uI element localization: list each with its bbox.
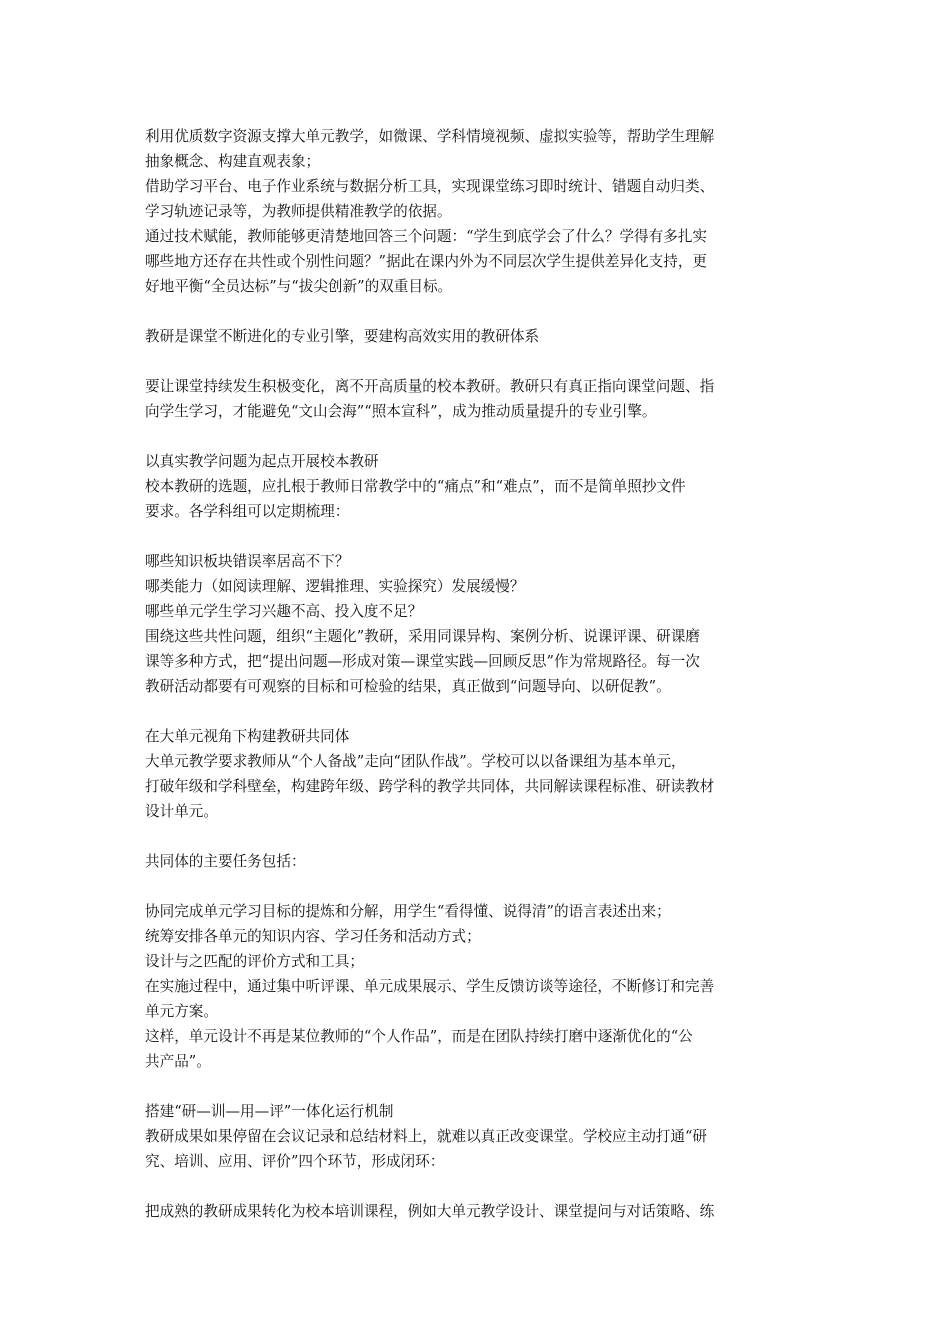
- text-line: 共同体的主要任务包括：: [145, 853, 306, 870]
- section-heading: 教研是课堂不断进化的专业引擎，要建构高效实用的教研体系: [145, 328, 540, 345]
- list-item: 设计与之匹配的评价方式和工具；: [145, 953, 364, 970]
- list-item: 在实施过程中，通过集中听评课、单元成果展示、学生反馈访谈等途径，不断修订和完善: [145, 978, 715, 995]
- paragraph-gap: [145, 1174, 813, 1199]
- text-line: 设计单元。: [145, 803, 218, 820]
- paragraph-gap: [145, 874, 813, 899]
- text-line: 单元方案。: [145, 1003, 218, 1020]
- text-line: 要让课堂持续发生积极变化，离不开高质量的校本教研。教研只有真正指向课堂问题、指: [145, 378, 715, 395]
- text-line: 哪些地方还存在共性或个别性问题？”据此在课内外为不同层次学生提供差异化支持，更: [145, 253, 708, 270]
- text-line: 利用优质数字资源支撑大单元教学，如微课、学科情境视频、虚拟实验等，帮助学生理解: [145, 128, 715, 145]
- text-line: 通过技术赋能，教师能够更清楚地回答三个问题：“学生到底学会了什么？学得有多扎实: [145, 228, 708, 245]
- list-item: 统筹安排各单元的知识内容、学习任务和活动方式；: [145, 928, 481, 945]
- list-item: 哪类能力（如阅读理解、逻辑推理、实验探究）发展缓慢？: [145, 578, 525, 595]
- text-line: 课等多种方式，把“提出问题—形成对策—课堂实践—回顾反思”作为常规路径。每一次: [145, 653, 700, 670]
- text-line: 大单元教学要求教师从“个人备战”走向“团队作战”。学校可以以备课组为基本单元，: [145, 753, 686, 770]
- text-line: 教研活动都要有可观察的目标和可检验的结果，真正做到“问题导向、以研促教”。: [145, 678, 671, 695]
- subsection-heading: 在大单元视角下构建教研共同体: [145, 728, 350, 745]
- paragraph-gap: [145, 699, 813, 724]
- text-line: 要求。各学科组可以定期梳理：: [145, 503, 350, 520]
- text-line: 究、培训、应用、评价”四个环节，形成闭环：: [145, 1153, 445, 1170]
- text-line: 这样，单元设计不再是某位教师的“个人作品”，而是在团队持续打磨中逐渐优化的“公: [145, 1028, 693, 1045]
- subsection-heading: 以真实教学问题为起点开展校本教研: [145, 453, 379, 470]
- text-line: 向学生学习，才能避免“文山会海”“照本宣科”，成为推动质量提升的专业引擎。: [145, 403, 657, 420]
- text-line: 抽象概念、构建直观表象；: [145, 153, 321, 170]
- paragraph-gap: [145, 824, 813, 849]
- text-line: 围绕这些共性问题，组织“主题化”教研，采用同课异构、案例分析、说课评课、研课磨: [145, 628, 700, 645]
- text-line: 教研成果如果停留在会议记录和总结材料上，就难以真正改变课堂。学校应主动打通“研: [145, 1128, 708, 1145]
- text-line: 共产品”。: [145, 1053, 211, 1070]
- list-item: 哪些单元学生学习兴趣不高、投入度不足？: [145, 603, 423, 620]
- paragraph-gap: [145, 299, 813, 324]
- text-line: 打破年级和学科壁垒，构建跨年级、跨学科的教学共同体，共同解读课程标准、研读教材: [145, 778, 715, 795]
- list-item: 把成熟的教研成果转化为校本培训课程，例如大单元教学设计、课堂提问与对话策略、练: [145, 1203, 715, 1220]
- text-line: 校本教研的选题，应扎根于教师日常教学中的“痛点”和“难点”，而不是简单照抄文件: [145, 478, 686, 495]
- paragraph-gap: [145, 424, 813, 449]
- paragraph-gap: [145, 1074, 813, 1099]
- paragraph-gap: [145, 349, 813, 374]
- document-body: [145, 124, 813, 1224]
- subsection-heading: 搭建“研—训—用—评”一体化运行机制: [145, 1103, 394, 1120]
- text-line: 学习轨迹记录等，为教师提供精准教学的依据。: [145, 203, 452, 220]
- text-line: 借助学习平台、电子作业系统与数据分析工具，实现课堂练习即时统计、错题自动归类、: [145, 178, 715, 195]
- list-item: 哪些知识板块错误率居高不下？: [145, 553, 350, 570]
- paragraph-gap: [145, 524, 813, 549]
- text-line: 好地平衡“全员达标”与“拔尖创新”的双重目标。: [145, 278, 453, 295]
- list-item: 协同完成单元学习目标的提炼和分解，用学生“看得懂、说得清”的语言表述出来；: [145, 903, 671, 920]
